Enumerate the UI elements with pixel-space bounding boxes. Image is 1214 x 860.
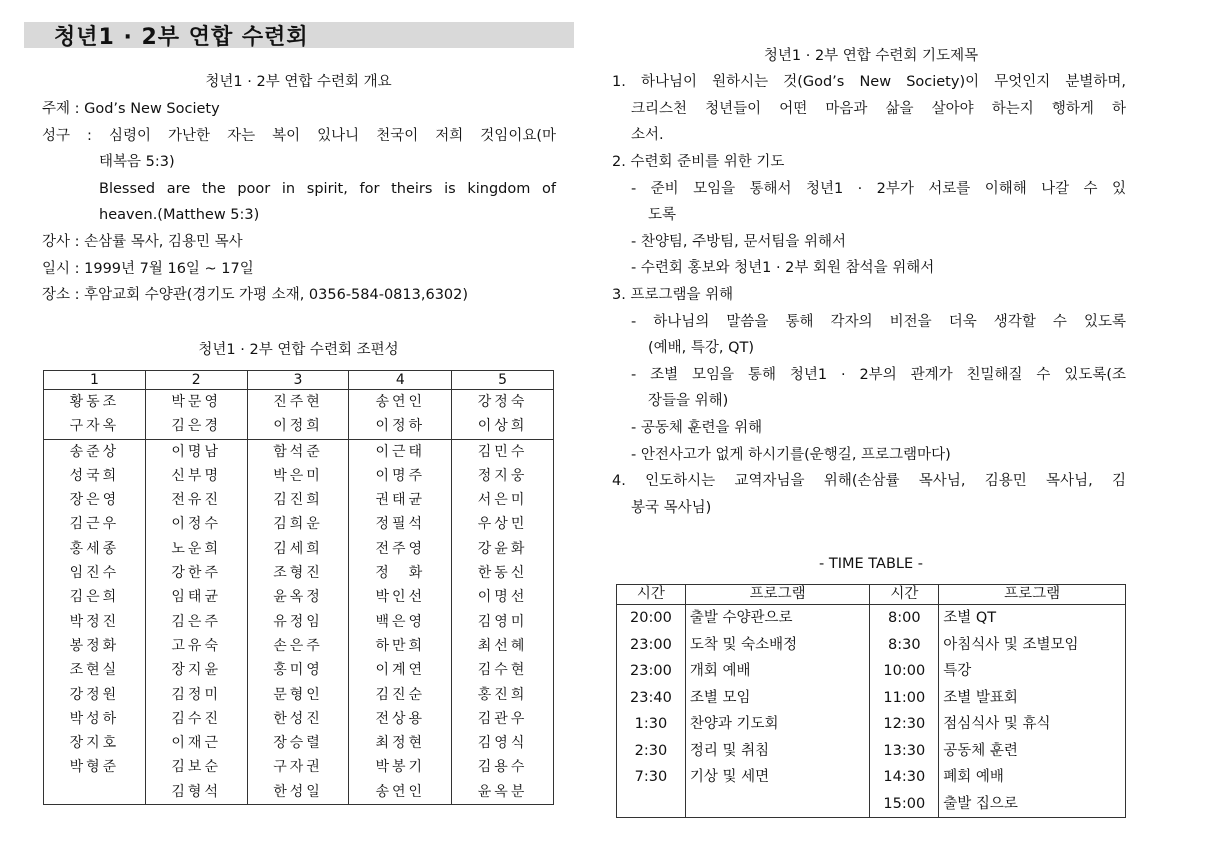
timetable-table <box>616 584 1126 818</box>
timetable-time: 8:30 <box>870 632 939 659</box>
prayer-line: - 하나님의 말씀을 통해 각자의 비전을 더욱 생각할 수 있도록 <box>631 314 1126 330</box>
group-member-name: 이재근 <box>145 731 247 755</box>
timetable-program: 조별 QT <box>939 605 1126 632</box>
timetable-program: 찬양과 기도회 <box>685 711 870 738</box>
group-member-name: 윤옥정 <box>247 585 349 609</box>
timetable-time: 13:30 <box>870 738 939 765</box>
group-member-name: 구자권 <box>247 755 349 779</box>
overview-speakers: 강사 : 손삼률 목사, 김용민 목사 <box>42 234 243 250</box>
groups-header-cell: 2 <box>145 371 247 390</box>
timetable-program: 출발 집으로 <box>939 791 1126 818</box>
group-member-name: 노운희 <box>145 537 247 561</box>
group-member-name: 백은영 <box>349 610 452 634</box>
page-title: 청년1 · 2부 연합 수련회 <box>54 25 309 50</box>
timetable-program: 아침식사 및 조별모임 <box>939 632 1126 659</box>
group-member-name: 박정진 <box>44 610 146 634</box>
group-member-name: 함석준 <box>247 439 349 464</box>
group-member-name: 정지웅 <box>452 464 554 488</box>
group-member-name: 한성진 <box>247 707 349 731</box>
group-member-name: 전주영 <box>349 537 452 561</box>
groups-row <box>44 439 554 464</box>
groups-row <box>44 488 554 512</box>
group-member-name: 전상용 <box>349 707 452 731</box>
groups-row <box>44 658 554 682</box>
timetable-header-cell: 프로그램 <box>939 585 1126 605</box>
timetable-row <box>617 764 1126 791</box>
group-member-name: 김은주 <box>145 610 247 634</box>
group-member-name: 정 화 <box>349 561 452 585</box>
timetable-row <box>617 632 1126 659</box>
groups-table <box>43 370 554 805</box>
group-member-name: 송준상 <box>44 439 146 464</box>
timetable-row <box>617 605 1126 632</box>
group-member-name: 김진희 <box>247 488 349 512</box>
overview-theme: 주제 : God’s New Society <box>42 101 220 117</box>
group-member-name: 김수현 <box>452 658 554 682</box>
group-member-name: 김진순 <box>349 683 452 707</box>
timetable-program: 기상 및 세면 <box>685 764 870 791</box>
group-member-name: 이정수 <box>145 512 247 536</box>
group-member-name: 이근태 <box>349 439 452 464</box>
group-member-name: 이명주 <box>349 464 452 488</box>
group-member-name: 조현실 <box>44 658 146 682</box>
timetable-time: 1:30 <box>617 711 686 738</box>
group-member-name: 진주현 <box>247 390 349 415</box>
groups-row <box>44 610 554 634</box>
group-member-name: 박성하 <box>44 707 146 731</box>
prayer-line: 3. 프로그램을 위해 <box>612 287 734 303</box>
prayer-line: - 수련회 홍보와 청년1 · 2부 회원 참석을 위해서 <box>631 260 935 276</box>
timetable-program: 도착 및 숙소배정 <box>685 632 870 659</box>
group-member-name: 이상희 <box>452 414 554 439</box>
group-member-name: 이계연 <box>349 658 452 682</box>
prayer-line: (예배, 특강, QT) <box>648 340 755 356</box>
group-member-name: 윤옥분 <box>452 780 554 805</box>
group-member-name: 권태균 <box>349 488 452 512</box>
timetable-row <box>617 791 1126 818</box>
group-member-name: 박문영 <box>145 390 247 415</box>
timetable-program: 조별 모임 <box>685 685 870 712</box>
timetable-row <box>617 685 1126 712</box>
timetable-time: 20:00 <box>617 605 686 632</box>
overview-place: 장소 : 후암교회 수양관(경기도 가평 소재, 0356-584-0813,6302) <box>42 287 469 303</box>
groups-header-cell: 5 <box>452 371 554 390</box>
timetable-row <box>617 711 1126 738</box>
group-member-name: 한성일 <box>247 780 349 805</box>
prayer-line: 1. 하나님이 원하시는 것(God’s New Society)이 무엇인지 분별하며, <box>612 74 1126 90</box>
groups-row <box>44 755 554 779</box>
group-member-name: 이정희 <box>247 414 349 439</box>
groups-leaders <box>44 390 554 440</box>
timetable-header-cell: 시간 <box>617 585 686 605</box>
groups-row <box>44 390 554 415</box>
overview-verse-line3: Blessed are the poor in spirit, for theirs is kingdom of <box>99 181 556 197</box>
group-member-name: 홍미영 <box>247 658 349 682</box>
group-member-name: 김세희 <box>247 537 349 561</box>
group-member-name: 김정미 <box>145 683 247 707</box>
group-member-name: 박인선 <box>349 585 452 609</box>
groups-row <box>44 561 554 585</box>
group-member-name: 구자옥 <box>44 414 146 439</box>
group-member-name: 김보순 <box>145 755 247 779</box>
timetable-time: 10:00 <box>870 658 939 685</box>
group-member-name: 장승렬 <box>247 731 349 755</box>
group-member-name: 성국희 <box>44 464 146 488</box>
groups-row <box>44 634 554 658</box>
group-member-name: 김영식 <box>452 731 554 755</box>
groups-header-cell: 4 <box>349 371 452 390</box>
timetable-row <box>617 738 1126 765</box>
timetable-row <box>617 658 1126 685</box>
group-member-name: 송연인 <box>349 780 452 805</box>
group-member-name: 임태균 <box>145 585 247 609</box>
timetable-heading: - TIME TABLE - <box>819 556 923 572</box>
timetable-time: 7:30 <box>617 764 686 791</box>
group-member-name: 김관우 <box>452 707 554 731</box>
group-member-name: 봉정화 <box>44 634 146 658</box>
group-member-name: 홍세종 <box>44 537 146 561</box>
timetable-body <box>617 605 1126 818</box>
group-member-name: 장지윤 <box>145 658 247 682</box>
group-member-name: 김은경 <box>145 414 247 439</box>
group-member-name: 전유진 <box>145 488 247 512</box>
timetable-time: 23:00 <box>617 632 686 659</box>
timetable-program: 특강 <box>939 658 1126 685</box>
timetable-header-cell: 프로그램 <box>685 585 870 605</box>
group-member-name: 정필석 <box>349 512 452 536</box>
timetable-time: 14:30 <box>870 764 939 791</box>
timetable-time: 23:40 <box>617 685 686 712</box>
group-member-name: 신부명 <box>145 464 247 488</box>
group-member-name: 최정현 <box>349 731 452 755</box>
timetable-program: 개회 예배 <box>685 658 870 685</box>
group-member-name: 이정하 <box>349 414 452 439</box>
group-member-name: 하만희 <box>349 634 452 658</box>
timetable-time: 23:00 <box>617 658 686 685</box>
prayer-line: 4. 인도하시는 교역자님을 위해(손삼률 목사님, 김용민 목사님, 김 <box>612 473 1126 489</box>
timetable-program: 조별 발표회 <box>939 685 1126 712</box>
group-member-name: 강윤화 <box>452 537 554 561</box>
group-member-name: 박형준 <box>44 755 146 779</box>
group-member-name: 김형석 <box>145 780 247 805</box>
prayer-line: - 준비 모임을 통해서 청년1 · 2부가 서로를 이해해 나갈 수 있 <box>631 181 1126 197</box>
group-member-name: 김영미 <box>452 610 554 634</box>
groups-row <box>44 537 554 561</box>
group-member-name: 장지호 <box>44 731 146 755</box>
timetable-time <box>617 791 686 818</box>
groups-row <box>44 707 554 731</box>
timetable-header-row <box>617 585 1126 605</box>
timetable-program <box>685 791 870 818</box>
timetable-program: 정리 및 취침 <box>685 738 870 765</box>
prayer-line: 2. 수련회 준비를 위한 기도 <box>612 154 785 170</box>
group-member-name: 한동신 <box>452 561 554 585</box>
group-member-name: 임진수 <box>44 561 146 585</box>
prayer-line: - 공동체 훈련을 위해 <box>631 420 763 436</box>
overview-verse-line4: heaven.(Matthew 5:3) <box>99 207 260 223</box>
groups-row <box>44 780 554 805</box>
group-member-name: 문형인 <box>247 683 349 707</box>
groups-row <box>44 731 554 755</box>
prayer-line: - 조별 모임을 통해 청년1 · 2부의 관계가 친밀해질 수 있도록(조 <box>631 367 1126 383</box>
group-member-name: 고유숙 <box>145 634 247 658</box>
groups-members <box>44 439 554 804</box>
group-member-name: 강정숙 <box>452 390 554 415</box>
group-member-name: 조형진 <box>247 561 349 585</box>
prayer-line: 봉국 목사님) <box>631 500 712 516</box>
group-member-name <box>44 780 146 805</box>
prayer-line: - 안전사고가 없게 하시기를(운행길, 프로그램마다) <box>631 447 951 463</box>
groups-row <box>44 464 554 488</box>
group-member-name: 박봉기 <box>349 755 452 779</box>
group-member-name: 서은미 <box>452 488 554 512</box>
group-member-name: 강정원 <box>44 683 146 707</box>
groups-header-cell: 3 <box>247 371 349 390</box>
timetable-time: 8:00 <box>870 605 939 632</box>
overview-verse-line2: 태복음 5:3) <box>99 154 175 170</box>
timetable-time: 11:00 <box>870 685 939 712</box>
group-member-name: 장은영 <box>44 488 146 512</box>
group-member-name: 김민수 <box>452 439 554 464</box>
groups-row <box>44 414 554 439</box>
timetable-header-cell: 시간 <box>870 585 939 605</box>
group-member-name: 강한주 <box>145 561 247 585</box>
group-member-name: 김수진 <box>145 707 247 731</box>
groups-header-row <box>44 371 554 390</box>
groups-row <box>44 512 554 536</box>
prayer-line: 크리스천 청년들이 어떤 마음과 삶을 살아야 하는지 행하게 하 <box>631 101 1126 117</box>
group-member-name: 홍진희 <box>452 683 554 707</box>
group-member-name: 황동조 <box>44 390 146 415</box>
group-member-name: 유정임 <box>247 610 349 634</box>
prayer-heading: 청년1 · 2부 연합 수련회 기도제목 <box>763 48 979 64</box>
group-member-name: 김근우 <box>44 512 146 536</box>
group-member-name: 송연인 <box>349 390 452 415</box>
timetable-program: 점심식사 및 휴식 <box>939 711 1126 738</box>
prayer-line: - 찬양팀, 주방팀, 문서팀을 위해서 <box>631 234 846 250</box>
overview-verse-line1: 성구 : 심령이 가난한 자는 복이 있나니 천국이 저희 것임이요(마 <box>42 128 556 144</box>
group-member-name: 박은미 <box>247 464 349 488</box>
groups-row <box>44 585 554 609</box>
groups-header-cell: 1 <box>44 371 146 390</box>
overview-heading: 청년1 · 2부 연합 수련회 개요 <box>205 74 392 90</box>
timetable-program: 공동체 훈련 <box>939 738 1126 765</box>
groups-row <box>44 683 554 707</box>
group-member-name: 이명남 <box>145 439 247 464</box>
group-member-name: 김용수 <box>452 755 554 779</box>
groups-heading: 청년1 · 2부 연합 수련회 조편성 <box>198 342 399 358</box>
timetable-program: 폐회 예배 <box>939 764 1126 791</box>
timetable-time: 15:00 <box>870 791 939 818</box>
group-member-name: 김은희 <box>44 585 146 609</box>
prayer-line: 장들을 위해) <box>648 393 729 409</box>
prayer-line: 소서. <box>631 127 664 143</box>
timetable-time: 12:30 <box>870 711 939 738</box>
group-member-name: 이명선 <box>452 585 554 609</box>
group-member-name: 손은주 <box>247 634 349 658</box>
overview-date: 일시 : 1999년 7월 16일 ~ 17일 <box>42 261 254 277</box>
timetable-time: 2:30 <box>617 738 686 765</box>
timetable-program: 출발 수양관으로 <box>685 605 870 632</box>
group-member-name: 김희운 <box>247 512 349 536</box>
prayer-line: 도록 <box>648 207 677 223</box>
group-member-name: 우상민 <box>452 512 554 536</box>
group-member-name: 최선혜 <box>452 634 554 658</box>
